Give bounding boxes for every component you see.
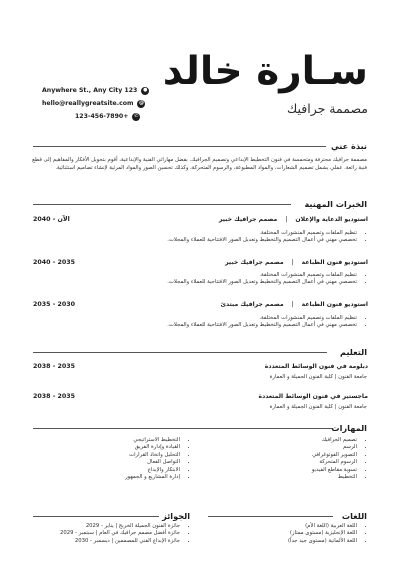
about-title: نبذة عني xyxy=(330,141,367,151)
email-icon: @ xyxy=(138,100,144,106)
list-item: • تسوية مقاطع الفيديو xyxy=(217,467,357,474)
school-name: جامعة الفنون | كلية الفنون الجميلة و العمارة xyxy=(269,374,367,380)
phone-icon: ✆ xyxy=(134,113,139,119)
education-dates: 2038 - 2035 xyxy=(33,363,76,370)
skills-column-right xyxy=(217,437,367,481)
list-item: • التصوير الفوتوغرافي xyxy=(217,452,357,459)
education-entry-2 xyxy=(33,392,368,401)
experience-title: الخبرات المهنية xyxy=(304,199,367,209)
list-item: • تصميم الجرافيك xyxy=(217,437,357,444)
job-entry-3 xyxy=(33,300,368,309)
person-name: سـارة خالد xyxy=(162,49,368,94)
about-text: مصممة جرافيك محترفة ومتحمسة في فنون التخطيط الإبداعي وتصميم الجرافيك. بفضل مهاراتي الفنية والإبداعية، أقوم بتحويل الأفكار والمفاهيم إلى قطع فنية رائعة. عملي يشمل تصميم الشعارات، والمواد المطبوعة، والرسوم المتحركة، وكذلك تحسين الصور والمواد المرئية لإنشاء تصاميم استثنائية. xyxy=(32,157,367,171)
job-dates: 2040 - 2035 xyxy=(33,259,76,266)
job-title: مصممة جرافيك xyxy=(286,101,368,116)
job-dates: 2040 - الآن xyxy=(33,216,70,223)
list-item: • اللغة العربية (اللغة الأم) xyxy=(217,523,357,530)
list-item: • تنظيم الملفات وتصميم المنشورات المختلفة. xyxy=(37,272,357,279)
languages-divider xyxy=(208,516,333,517)
list-item: • إدارة المشاريع و الجمهور xyxy=(40,474,180,481)
contact-email xyxy=(42,99,145,108)
list-item: • اللغة الإنجليزية (مستوى ممتاز) xyxy=(217,530,357,537)
location-pin-icon: ● xyxy=(143,87,148,93)
job-role: مصمم جرافيك خبير xyxy=(218,216,278,223)
list-item: • جائزة الإبداع الفني للمصممين | ديسمبر - 2030 xyxy=(25,538,180,545)
awards-divider xyxy=(33,516,159,517)
list-item: • التحليل واتخاذ القرارات xyxy=(40,452,180,459)
separator: | xyxy=(291,259,294,266)
job-company: استوديو الدعاية والإعلان xyxy=(295,216,368,223)
list-item: • تنظيم الملفات وتصميم المنشورات المختلفة. xyxy=(37,315,357,322)
school-name: جامعة الفنون | كلية الفنون الجميلة و العمارة xyxy=(269,404,367,410)
phone-text[interactable]: 123-456-7890+ xyxy=(75,113,129,120)
job-dates: 2035 - 2030 xyxy=(33,301,76,308)
education-dates: 2038 - 2035 xyxy=(33,393,76,400)
contact-phone xyxy=(75,112,140,121)
job-3-bullets xyxy=(37,315,367,330)
job-entry-2 xyxy=(33,258,368,267)
separator: | xyxy=(291,301,294,308)
list-item: • التواصل الفعال xyxy=(40,459,180,466)
job-1-bullets xyxy=(37,230,367,245)
degree-name: ماجستير في فنون الوسائط المتعددة xyxy=(258,393,368,400)
address-text: Anywhere St., Any City 123 xyxy=(42,87,138,94)
list-item: • تخصصي مهني في أعمال التصميم والتخطيط وتعديل الصور الافتتاحية للعملاء والمجلات. xyxy=(37,279,357,286)
job-role: مصمم جرافيك خبير xyxy=(225,259,284,266)
email-text[interactable]: hello@reallygreatsite.com xyxy=(42,100,134,107)
languages-title: اللغات xyxy=(341,511,367,521)
job-2-bullets xyxy=(37,272,367,287)
education-entry-1 xyxy=(33,362,368,371)
skills-column-left xyxy=(40,437,190,481)
list-item: • تنظيم الملفات وتصميم المنشورات المختلفة. xyxy=(37,230,357,237)
degree-name: دبلومة في فنون الوسائط المتعددة xyxy=(264,363,368,370)
languages-list xyxy=(217,523,367,545)
experience-divider xyxy=(33,204,291,205)
list-item: • تخصصي مهني في أعمال التصميم والتخطيط وتعديل الصور الافتتاحية للعملاء والمجلات. xyxy=(37,322,357,329)
awards-title: الجوائز xyxy=(162,511,190,521)
job-entry-1 xyxy=(33,215,368,224)
separator: | xyxy=(285,216,288,223)
skills-title: المهارات xyxy=(331,423,367,433)
list-item: • جائزة الفنون الجميلة الخريج | يناير - 2029 xyxy=(25,523,180,530)
skills-divider xyxy=(33,428,333,429)
education-title: التعليم xyxy=(340,347,367,357)
list-item: • الابتكار والإبداع xyxy=(40,467,180,474)
job-role: مصمم جرافيك مبتدئ xyxy=(220,301,284,308)
list-item: • التخطيط xyxy=(217,474,357,481)
list-item: • القيادة وإدارة الفريق xyxy=(40,444,180,451)
education-divider xyxy=(33,352,327,353)
about-divider xyxy=(33,146,326,147)
awards-list xyxy=(25,523,190,545)
list-item: • الرسم xyxy=(217,444,357,451)
contact-address xyxy=(42,86,149,95)
list-item: • جائزة أفضل مصمم جرافيك في العام | سبتمبر - 2029 xyxy=(25,530,180,537)
list-item: • تخصصي مهني في أعمال التصميم والتخطيط وتعديل الصور الافتتاحية للعملاء والمجلات. xyxy=(37,237,357,244)
list-item: • اللغة الألمانية (مستوى جيد جداً) xyxy=(217,538,357,545)
job-company: استوديو فنون الطباعة xyxy=(301,259,368,266)
list-item: • التخطيط الاستراتيجي xyxy=(40,437,180,444)
job-company: استوديو فنون الطباعة xyxy=(301,301,368,308)
list-item: • الرسوم المتحركة xyxy=(217,459,357,466)
